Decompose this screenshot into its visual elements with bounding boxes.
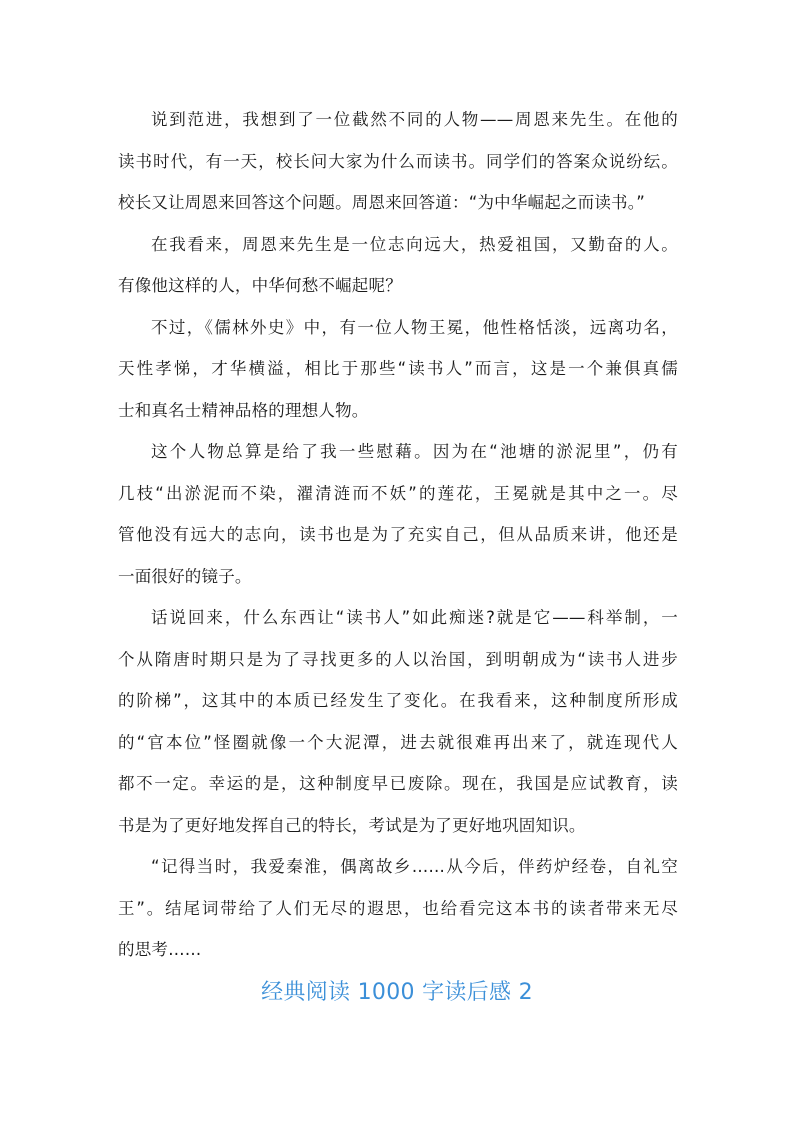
text-line: 一面很好的镜子。 [118, 566, 252, 586]
text-line: 都不一定。幸运的是，这种制度早已废除。现在，我国是应试教育，读 [118, 774, 678, 793]
paragraph-zhou-enlai [118, 99, 678, 224]
section-heading: 经典阅读 1000 字读后感 2 [261, 980, 533, 1005]
text-line: 说到范进，我想到了一位截然不同的人物——周恩来先生。在他的 [151, 110, 678, 129]
paragraph-opinion [118, 224, 678, 307]
text-line: 在我看来，周恩来先生是一位志向远大，热爱祖国，又勤奋的人。 [151, 234, 678, 254]
text-line: 不过，《儒林外史》中，有一位人物王冕，他性格恬淡，远离功名， [151, 317, 678, 337]
text-line: 几枝“出淤泥而不染，濯清涟而不妖”的莲花，王冕就是其中之一。尽 [118, 483, 678, 503]
text-line: 校长又让周恩来回答这个问题。周恩来回答道：“为中华崛起之而读书。” [118, 193, 645, 212]
text-line: 的思考…… [118, 940, 202, 959]
paragraph-imperial-exam [118, 597, 678, 846]
text-line: 的阶梯”，这其中的本质已经发生了变化。在我看来，这种制度所形成 [118, 691, 678, 710]
paragraph-closing-quote [118, 846, 678, 971]
text-line: 话说回来，什么东西让“读书人”如此痴迷?就是它——科举制，一 [151, 608, 678, 627]
text-line: 有像他这样的人，中华何愁不崛起呢？ [118, 276, 402, 295]
text-line: 这个人物总算是给了我一些慰藉。因为在“池塘的淤泥里”，仍有 [151, 442, 678, 461]
text-line: 天性孝悌，才华横溢，相比于那些“读书人”而言，这是一个兼俱真儒 [118, 359, 678, 378]
text-line: 的“官本位”怪圈就像一个大泥潭，进去就很难再出来了，就连现代人 [118, 732, 678, 752]
text-line: 士和真名士精神品格的理想人物。 [118, 400, 369, 420]
text-line: 王”。结尾词带给了人们无尽的遐思，也给看完这本书的读者带来无尽 [118, 898, 678, 918]
text-line: 书是为了更好地发挥自己的特长，考试是为了更好地巩固知识。 [118, 815, 586, 835]
paragraph-consolation [118, 431, 678, 597]
text-line: 管他没有远大的志向，读书也是为了充实自己，但从品质来讲，他还是 [118, 525, 678, 544]
text-line: 个从隋唐时期只是为了寻找更多的人以治国，到明朝成为“读书人进步 [118, 649, 678, 669]
text-line: “记得当时，我爱秦淮，偶离故乡……从今后，伴药炉经卷，自礼空 [151, 857, 678, 876]
paragraph-wang-mian [118, 307, 678, 432]
text-line: 读书时代，有一天，校长问大家为什么而读书。同学们的答案众说纷纭。 [118, 151, 678, 171]
article-body [118, 99, 678, 971]
